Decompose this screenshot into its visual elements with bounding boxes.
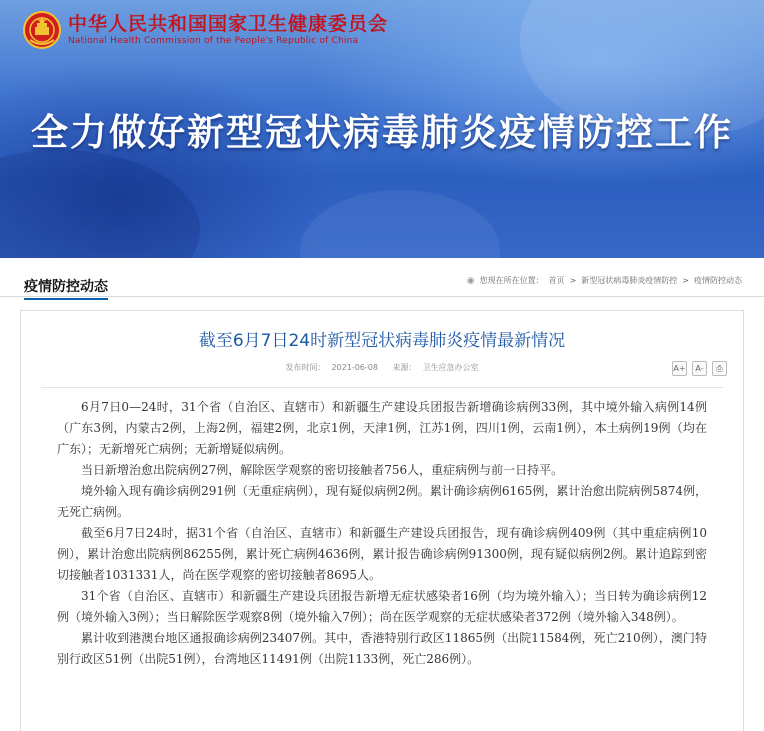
breadcrumb-separator: > bbox=[569, 276, 577, 285]
font-larger-button[interactable]: A+ bbox=[672, 361, 687, 376]
site-logo[interactable] bbox=[22, 10, 388, 50]
publish-date-label: 发布时间： bbox=[285, 363, 326, 372]
org-name-cn: 中华人民共和国国家卫生健康委员会 bbox=[68, 13, 389, 35]
banner-decor bbox=[0, 150, 200, 258]
font-smaller-button[interactable]: A- bbox=[692, 361, 707, 376]
paragraph: 31个省（自治区、直辖市）和新疆生产建设兵团报告新增无症状感染者16例（均为境外输入）；当日转为确诊病例12例（境外输入3例）；当日解除医学观察8例（境外输入7例）；尚在医学观察的无症状感染者372例（境外输入348例）。 bbox=[57, 589, 707, 624]
print-icon[interactable]: ⎙ bbox=[712, 361, 727, 376]
org-name-en: National Health Commission of the People's Republic of China bbox=[68, 36, 359, 46]
paragraph: 境外输入现有确诊病例291例（无重症病例），现有疑似病例2例。累计确诊病例6165例，累计治愈出院病例5874例，无死亡病例。 bbox=[57, 484, 707, 519]
paragraph: 累计收到港澳台地区通报确诊病例23407例。其中，香港特别行政区11865例（出院11584例，死亡210例），澳门特别行政区51例（出院51例），台湾地区11491例（出院1133例，死亡286例）。 bbox=[57, 631, 707, 666]
location-pin-icon: ◉ bbox=[466, 275, 475, 286]
breadcrumb-item-covid[interactable]: 新型冠状病毒肺炎疫情防控 bbox=[581, 276, 678, 285]
breadcrumb-separator: > bbox=[682, 276, 689, 285]
breadcrumb-label: 您现在所在位置： bbox=[479, 276, 544, 285]
source-value: 卫生应急办公室 bbox=[422, 363, 479, 372]
article-meta bbox=[21, 362, 743, 373]
header-banner bbox=[0, 0, 764, 258]
title-divider bbox=[41, 387, 723, 388]
section-header bbox=[0, 258, 764, 297]
article-title: 截至6月7日24时新型冠状病毒肺炎疫情最新情况 bbox=[198, 331, 566, 351]
publish-date: 2021-06-08 bbox=[331, 363, 378, 372]
article-panel bbox=[20, 310, 744, 731]
paragraph: 截至6月7日24时，据31个省（自治区、直辖市）和新疆生产建设兵团报告，现有确诊病例409例（其中重症病例10例），累计治愈出院病例86255例，累计死亡病例4636例，累计报告确诊病例91300例，现有疑似病例2例。累计追踪到密切接触者1031331人，尚在医学观察的密切接触者8695人。 bbox=[57, 526, 707, 582]
breadcrumb-item-home[interactable]: 首页 bbox=[548, 276, 565, 285]
article-tools bbox=[672, 361, 727, 376]
paragraph: 当日新增治愈出院病例27例，解除医学观察的密切接触者756人，重症病例与前一日持平。 bbox=[81, 463, 564, 477]
article-body bbox=[57, 397, 707, 670]
national-emblem-icon bbox=[22, 10, 62, 50]
source-label: 来源： bbox=[392, 363, 417, 372]
banner-decor bbox=[300, 190, 500, 258]
breadcrumb bbox=[467, 275, 742, 286]
paragraph: 6月7日0—24时，31个省（自治区、直辖市）和新疆生产建设兵团报告新增确诊病例33例，其中境外输入病例14例（广东3例，内蒙古2例，上海2例，福建2例，北京1例，天津1例，江苏1例，四川1例，云南1例），本土病例19例（均在广东）；无新增死亡病例；无新增疑似病例。 bbox=[57, 400, 707, 456]
banner-slogan: 全力做好新型冠状病毒肺炎疫情防控工作 bbox=[31, 111, 733, 154]
section-title[interactable]: 疫情防控动态 bbox=[24, 276, 108, 300]
breadcrumb-item-current[interactable]: 疫情防控动态 bbox=[694, 276, 742, 285]
